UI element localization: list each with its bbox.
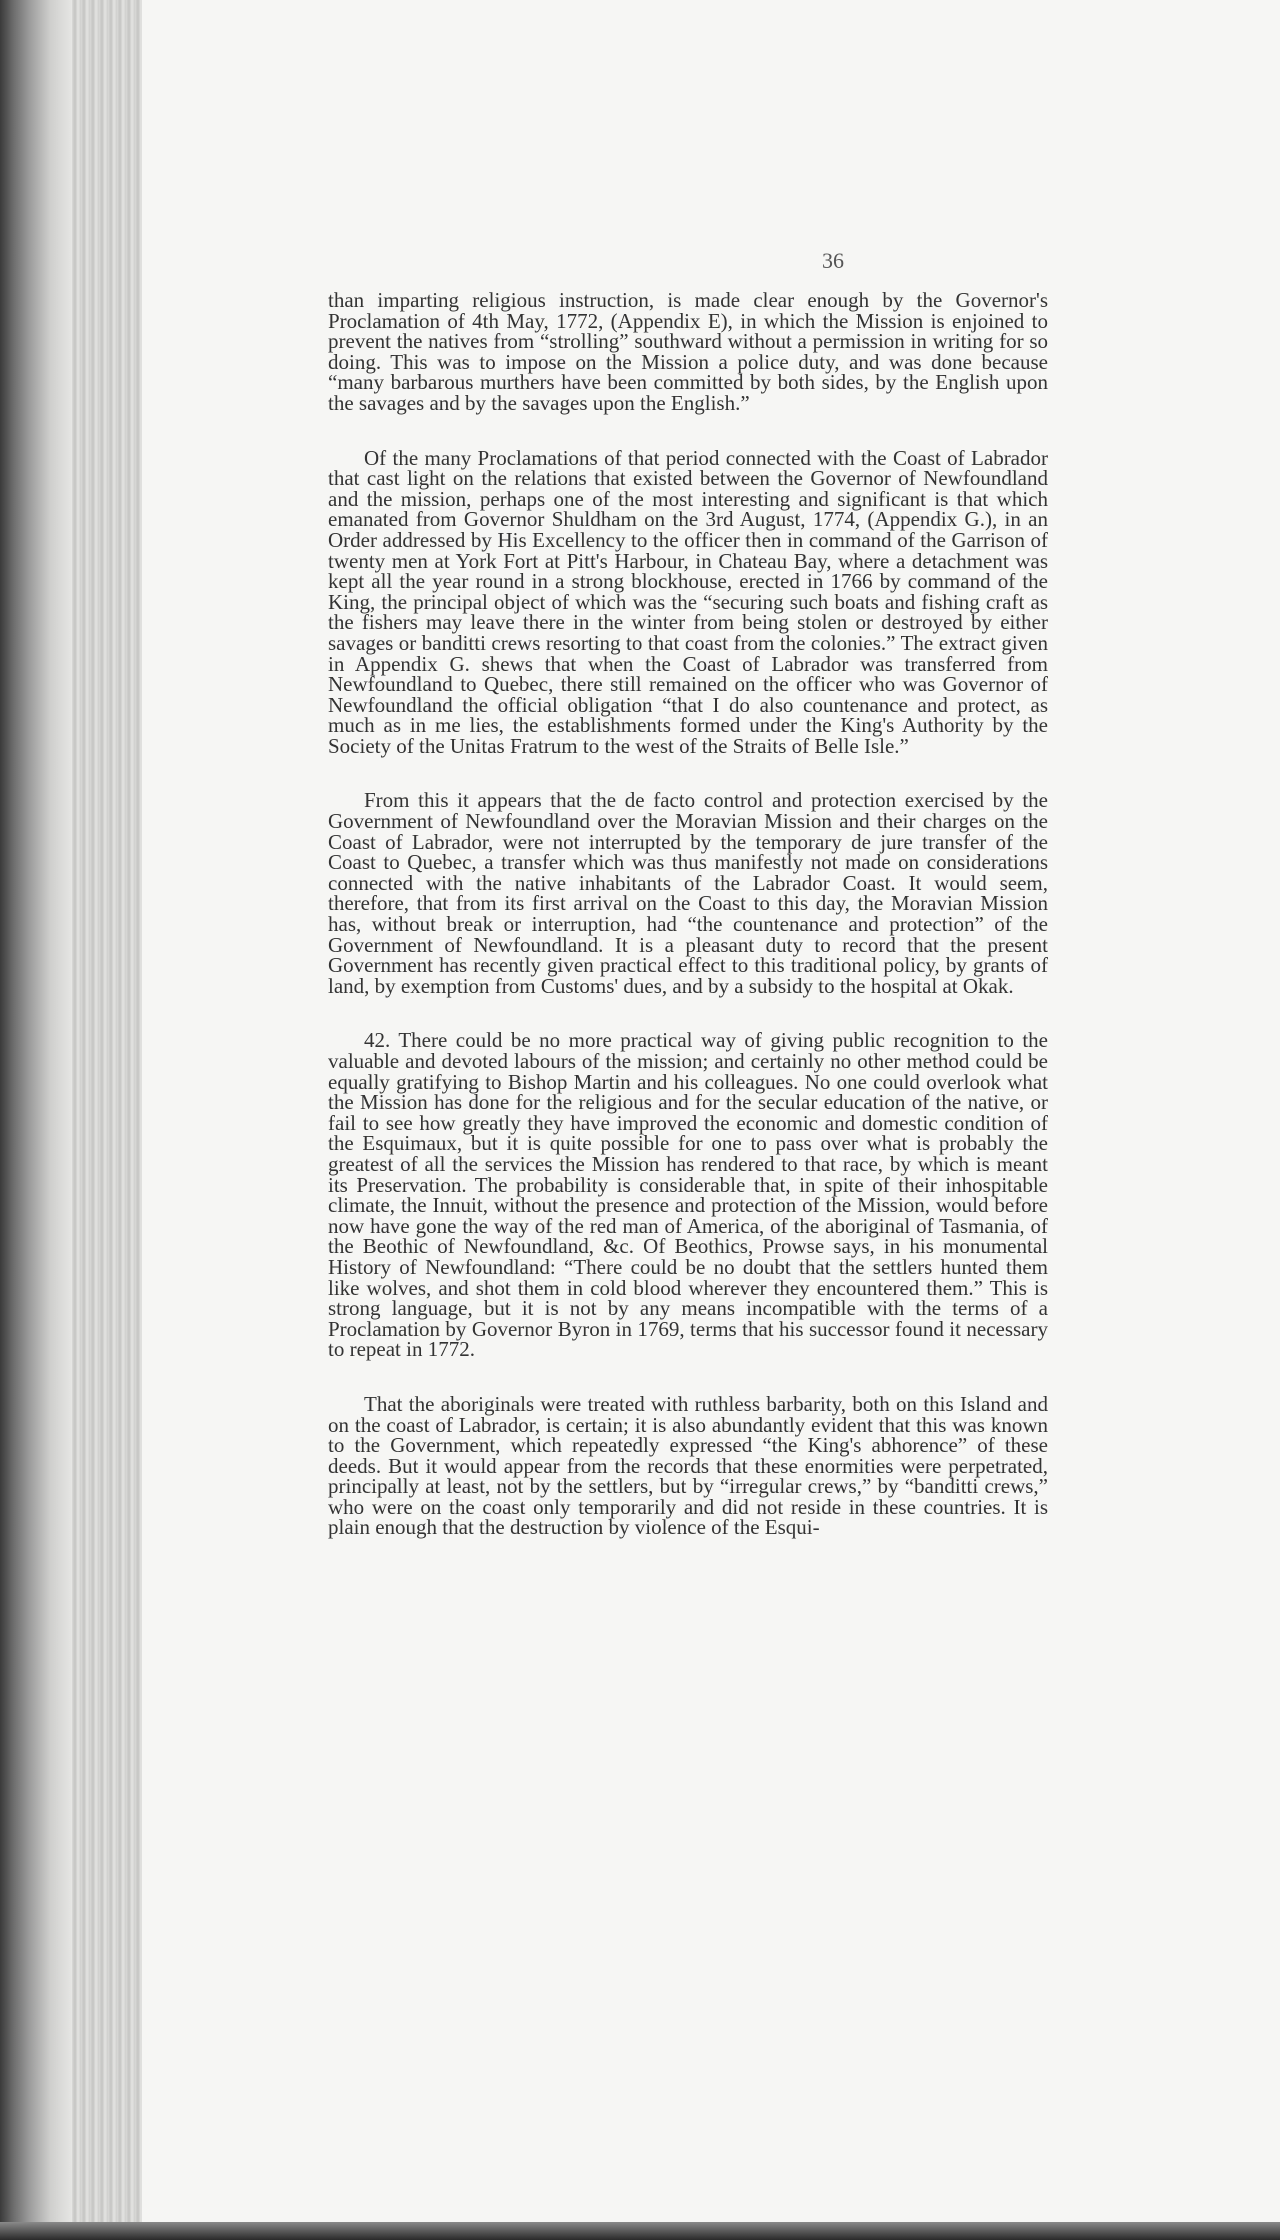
page-number: 36: [822, 248, 844, 273]
paragraph: From this it appears that the de facto control and protection exercised by the Government of Newfoundland over the Moravian Mission and their charges on the Coast of Labrador, were not interrupted by the temporary de jure transfer of the Coast to Quebec, a transfer which was thus manifestly not made on considerations connected with the native inhabitants of the Labrador Coast. It would seem, therefore, that from its first arrival on the Coast to this day, the Moravian Mission has, without break or interruption, had “the countenance and protection” of the Government of Newfoundland. It is a pleasant duty to record that the present Government has recently given practical effect to this traditional policy, by grants of land, by exemption from Customs' dues, and by a subsidy to the hospital at Okak.: [328, 788, 1048, 998]
paragraph: than imparting religious instruction, is made clear enough by the Governor's Proclamation of 4th May, 1772, (Appendix E), in which the Mission is enjoined to prevent the natives from “strolling” southward without a permission in writing for so doing. This was to impose on the Mission a police duty, and was done because “many barbarous murthers have been committed by both sides, by the English upon the savages and by the savages upon the English.”: [328, 288, 1048, 415]
body-text: [328, 290, 1048, 1572]
page-bottom-edge: [0, 2222, 1280, 2240]
paragraph: Of the many Proclamations of that period connected with the Coast of Labrador that cast light on the relations that existed between the Governor of Newfoundland and the mission, perhaps one of the most interesting and significant is that which emanated from Governor Shuldham on the 3rd August, 1774, (Appendix G.), in an Order addressed by His Excellency to the officer then in command of the Garrison of twenty men at York Fort at Pitt's Harbour, in Chateau Bay, where a detachment was kept all the year round in a strong blockhouse, erected in 1766 by command of the King, the principal object of which was the “securing such boats and fishing craft as the fishers may leave there in the winter from being stolen or destroyed by either savages or banditti crews resorting to that coast from the colonies.” The extract given in Appendix G. shews that when the Coast of Labrador was transferred from Newfoundland to Quebec, there still remained on the officer who was Governor of Newfoundland the official obligation “that I do also countenance and protect, as much as in me lies, the establishments formed under the King's Authority by the Society of the Unitas Fratrum to the west of the Straits of Belle Isle.”: [328, 445, 1048, 758]
paragraph: 42. There could be no more practical way of giving public recognition to the valuable and devoted labours of the mission; and certainly no other method could be equally gratifying to Bishop Martin and his colleagues. No one could overlook what the Mission has done for the religious and for the secular education of the native, or fail to see how greatly they have improved the economic and domestic condition of the Esquimaux, but it is quite possible for one to pass over what is probably the greatest of all the services the Mission has rendered to that race, by which is meant its Preservation. The probability is considerable that, in spite of their inhospitable climate, the Innuit, without the presence and protection of the Mission, would before now have gone the way of the red man of America, of the aboriginal of Tasmania, of the Beothic of Newfoundland, &c. Of Beothics, Prowse says, in his monumental History of Newfoundland: “There could be no doubt that the settlers hunted them like wolves, and shot them in cold blood wherever they encountered them.” This is strong language, but it is not by any means incompatible with the terms of a Proclamation by Governor Byron in 1769, terms that his successor found it necessary to repeat in 1772.: [328, 1028, 1048, 1362]
book-gutter: [72, 0, 144, 2240]
paragraph: That the aboriginals were treated with ruthless barbarity, both on this Island and on the coast of Labrador, is certain; it is also abundantly evident that this was known to the Government, which repeatedly expressed “the King's abhorence” of these deeds. But it would appear from the records that these enormities were perpetrated, principally at least, not by the settlers, but by “irregular crews,” by “banditti crews,” who were on the coast only temporarily and did not reside in these countries. It is plain enough that the destruction by violence of the Esqui-: [328, 1391, 1048, 1540]
book-binding-edge: [0, 0, 72, 2240]
